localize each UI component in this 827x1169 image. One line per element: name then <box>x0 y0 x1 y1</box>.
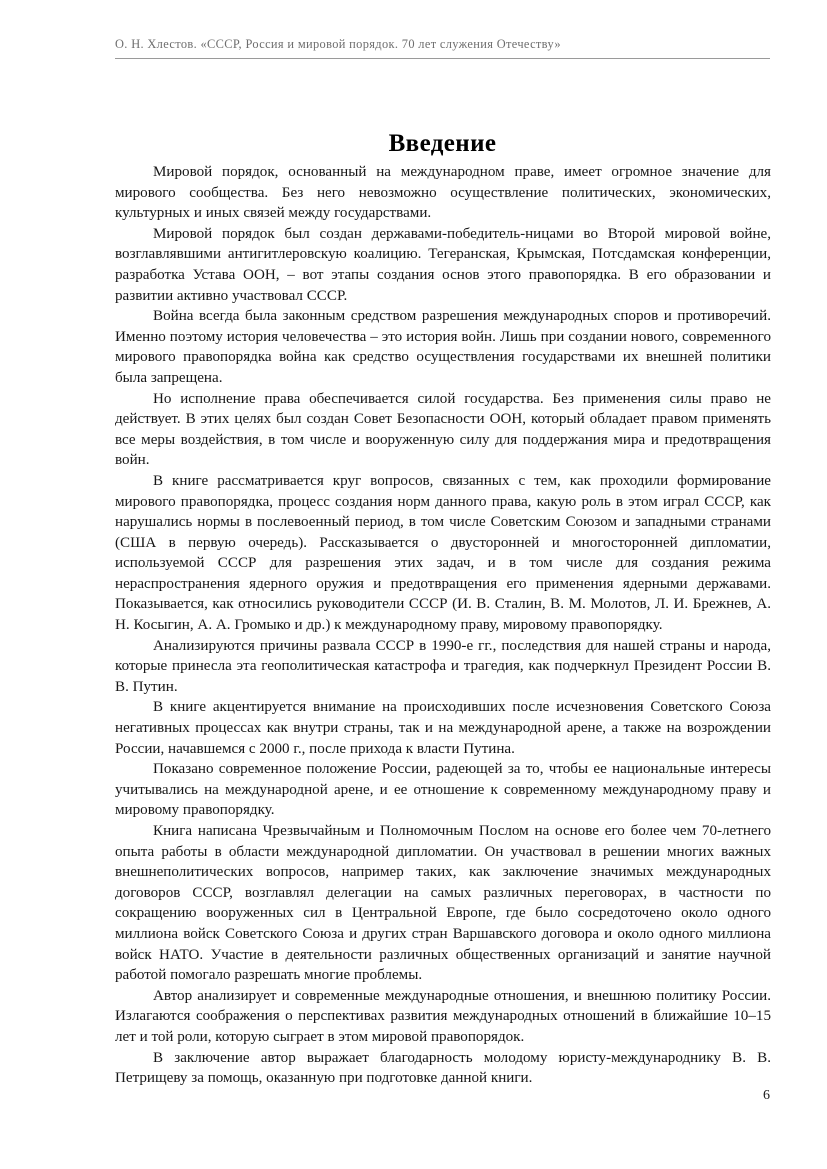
body-paragraph: В заключение автор выражает благодарность молодому юристу-международнику В. В. Петрищеву за помощь, оказанную при подготовке данной книги. <box>115 1049 771 1087</box>
page-number: 6 <box>763 1088 770 1103</box>
body-paragraph: Мировой порядок был создан державами-победитель-ницами во Второй мировой войне, возглавлявшими антигитлеровскую коалицию. Тегеранская, Крымская, Потсдамская конференции, разработка Устава ООН, – вот этапы создания основ этого правопорядка. В его образовании и развитии активно участвовал СССР. <box>115 225 771 304</box>
running-header-title: О. Н. Хлестов. «СССР, Россия и мировой порядок. 70 лет служения Отечеству» <box>115 37 561 51</box>
body-paragraph: Мировой порядок, основанный на международном праве, имеет огромное значение для мирового сообщества. Без него невозможно осуществление политических, экономических, культурных и иных связей между государствами. <box>115 164 771 222</box>
page-title: Введение <box>388 129 497 157</box>
body-paragraph: Но исполнение права обеспечивается силой государства. Без применения силы право не действует. В этих целях был создан Совет Безопасности ООН, который обладает правом применять все меры воздействия, в том числе и вооруженную силу для поддержания мира и предотвращения войн. <box>115 390 771 469</box>
running-header <box>115 36 770 59</box>
body-text <box>115 162 771 1089</box>
body-paragraph: Война всегда была законным средством разрешения международных споров и противоречий. Именно поэтому история человечества – это история войн. Лишь при создании нового, современного мирового правопорядка война как средство осуществления государствами их внешней политики была запрещена. <box>115 308 771 386</box>
body-paragraph: Книга написана Чрезвычайным и Полномочным Послом на основе его более чем 70-летнего опыта работы в области международной дипломатии. Он участвовал в решении многих важных внешнеполитических вопросов, например таких, как заключение значимых международных договоров СССР, возглавлял делегации на самых различных переговорах, в частности по сокращению вооруженных сил в Центральной Европе, где было сосредоточено около одного миллиона войск Советского Союза и других стран Варшавского договора и около одного миллиона войск НАТО. Участие в деятельности различных общественных организаций и занятие научной работой помогало разрешать многие проблемы. <box>115 823 771 984</box>
body-paragraph: В книге акцентируется внимание на происходивших после исчезновения Советского Союза негативных процессах как внутри страны, так и на международной арене, а также на возрождении России, начавшемся с 2000 г., после прихода к власти Путина. <box>115 699 771 757</box>
body-paragraph: Анализируются причины развала СССР в 1990-е гг., последствия для нашей страны и народа, которые принесла эта геополитическая катастрофа и трагедия, как подчеркнул Президент России В. В. Путин. <box>115 637 771 695</box>
body-paragraph: В книге рассматривается круг вопросов, связанных с тем, как проходили формирование мирового правопорядка, процесс создания норм данного права, какую роль в этом играл СССР, как нарушались нормы в послевоенный период, в том числе Советским Союзом и западными странами (США в первую очередь). Рассказывается о двусторонней и многосторонней дипломатии, используемой СССР для разрешения этих задач, и в том числе для создания режима нераспространения ядерного оружия и предотвращения его применения ядерными державами. Показывается, как относились руководители СССР (И. В. Сталин, В. М. Молотов, Л. И. Брежнев, А. Н. Косыгин, А. А. Громыко и др.) к международному праву, мировому правопорядку. <box>115 472 771 634</box>
body-paragraph: Показано современное положение России, радеющей за то, чтобы ее национальные интересы учитывались на международной арене, и ее отношение к современному международному праву и мировому правопорядку. <box>115 761 771 819</box>
body-paragraph: Автор анализирует и современные международные отношения, и внешнюю политику России. Излагаются соображения о перспективах развития международных отношений в ближайшие 10–15 лет и той роли, которую сыграет в этом мировой правопорядок. <box>115 987 771 1045</box>
header-divider <box>115 58 770 59</box>
